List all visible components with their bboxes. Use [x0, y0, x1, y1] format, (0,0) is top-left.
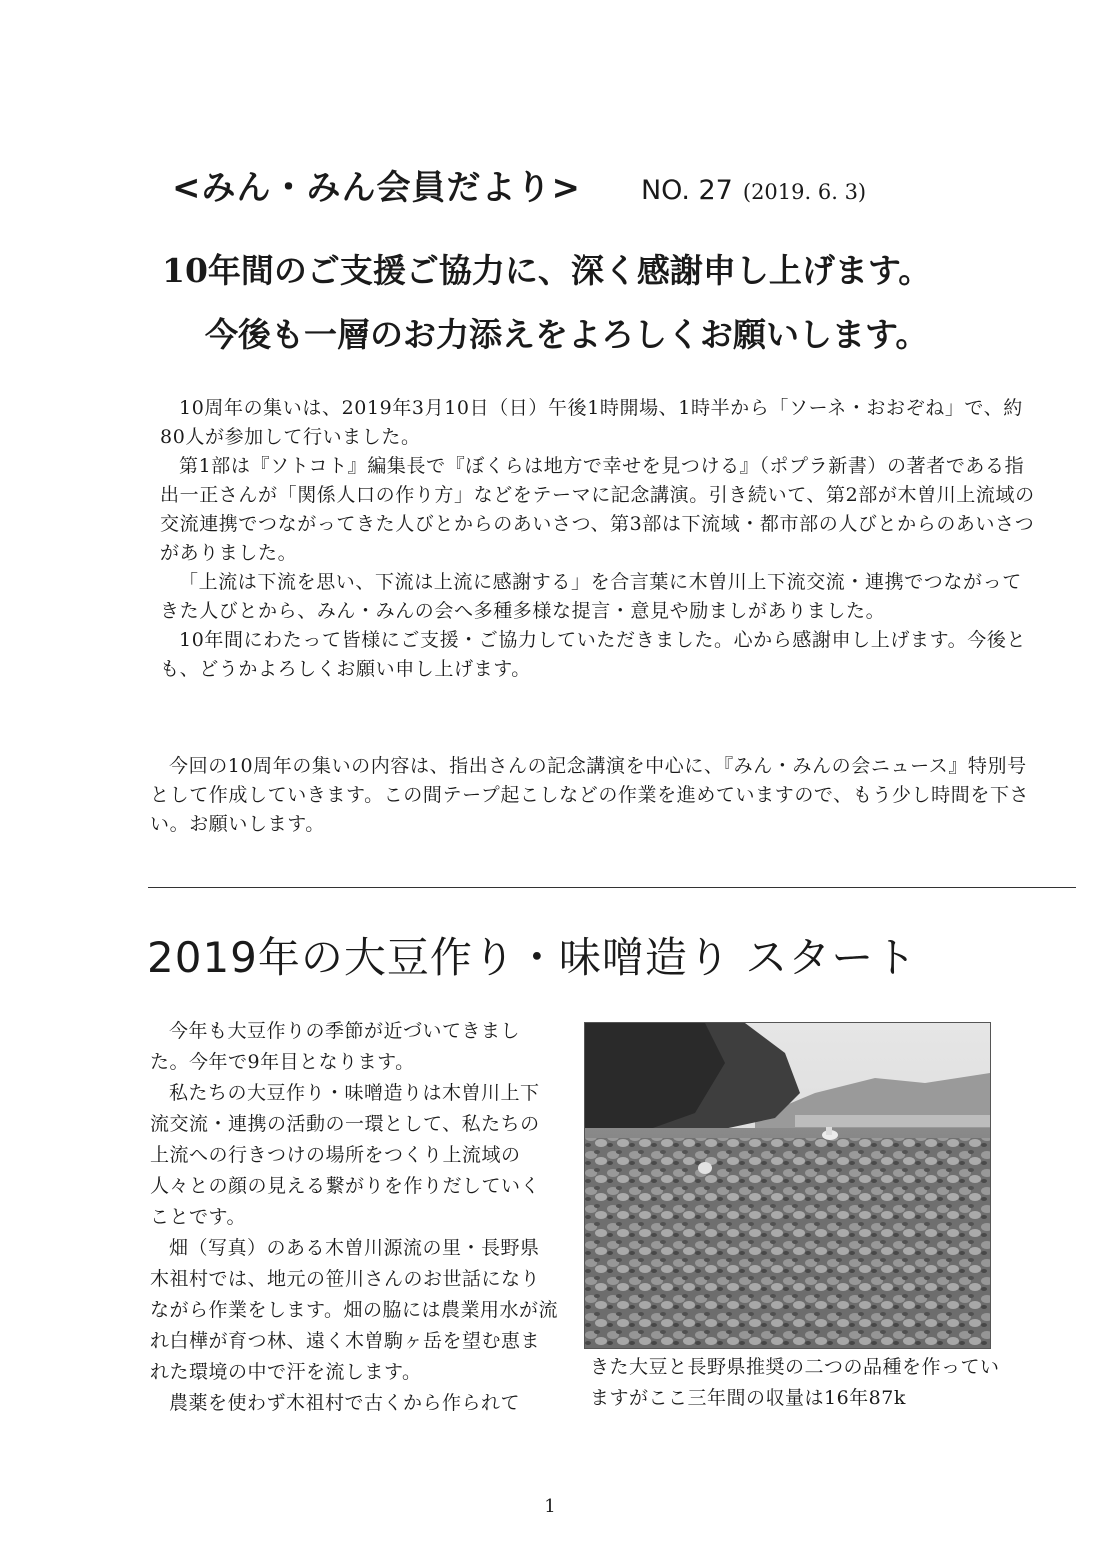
article-paragraph-continued: きた大豆と長野県推奨の二つの品種を作っていますがここ三年間の収量は16年87k — [590, 1356, 1000, 1409]
intro-paragraph: 第1部は『ソトコト』編集長で『ぼくらは地方で幸せを見つける』（ポプラ新書）の著者である指出一正さんが「関係人口の作り方」などをテーマに記念講演。引き続いて、第2部が木曽川上流域の交流連携でつながってきた人びとからのあいさつ、第3部は下流域・都市部の人びとからのあいさつがありました。 — [160, 455, 1035, 564]
headline-line-2: 今後も一層のお力添えをよろしくお願いします。 — [205, 315, 929, 354]
article-paragraph: 農薬を使わず木祖村で古くから作られて — [169, 1392, 521, 1414]
headline-line-1: 10年間のご支援ご協力に、深く感謝申し上げます。 — [162, 251, 932, 290]
newsletter-title: <みん・みん会員だより> — [172, 168, 581, 208]
continued-article-text — [590, 1352, 1010, 1414]
masthead — [172, 160, 972, 216]
issue-number: NO. 27 — [640, 175, 733, 206]
article-paragraph: 今年も大豆作りの季節が近づいてきました。今年で9年目となります。 — [150, 1020, 521, 1073]
section-divider — [148, 887, 1076, 888]
field-photo-image — [585, 1023, 990, 1348]
article-paragraph: 畑（写真）のある木曽川源流の里・長野県木祖村では、地元の笹川さんのお世話になりながら作業をします。畑の脇には農業用水が流れ白樺が育つ林、遠く木曽駒ヶ岳を望む恵まれた環境の中で汗を流します。 — [150, 1237, 558, 1383]
soybean-field-photo — [584, 1022, 991, 1349]
issue-date: (2019. 6. 3) — [742, 180, 867, 204]
intro-paragraph: 「上流は下流を思い、下流は上流に感謝する」を合言葉に木曽川上下流交流・連携でつながってきた人びとから、みん・みんの会へ多種多様な提言・意見や励ましがありました。 — [160, 571, 1022, 622]
notice-article — [150, 752, 1040, 839]
notice-paragraph: 今回の10周年の集いの内容は、指出さんの記念講演を中心に、『みん・みんの会ニュース』特別号として作成していきます。この間テープ起こしなどの作業を進めていますので、もう少し時間を下さい。お願いします。 — [150, 755, 1030, 835]
soybean-article — [150, 1016, 558, 1419]
intro-article — [160, 394, 1040, 684]
intro-paragraph: 10年間にわたって皆様にご支援・ご協力していただきました。心から感謝申し上げます。今後とも、どうかよろしくお願い申し上げます。 — [160, 629, 1027, 680]
page-number: 1 — [544, 1496, 556, 1517]
section-title: 2019年の大豆作り・味噌造り スタート — [147, 933, 918, 982]
intro-paragraph: 10周年の集いは、2019年3月10日（日）午後1時開場、1時半から「ソーネ・おおぞね」で、約80人が参加して行いました。 — [160, 397, 1023, 448]
article-paragraph: 私たちの大豆作り・味噌造りは木曽川上下流交流・連携の活動の一環として、私たちの上流への行きつけの場所をつくり上流域の人々との顔の見える繋がりを作りだしていくことです。 — [150, 1082, 541, 1228]
